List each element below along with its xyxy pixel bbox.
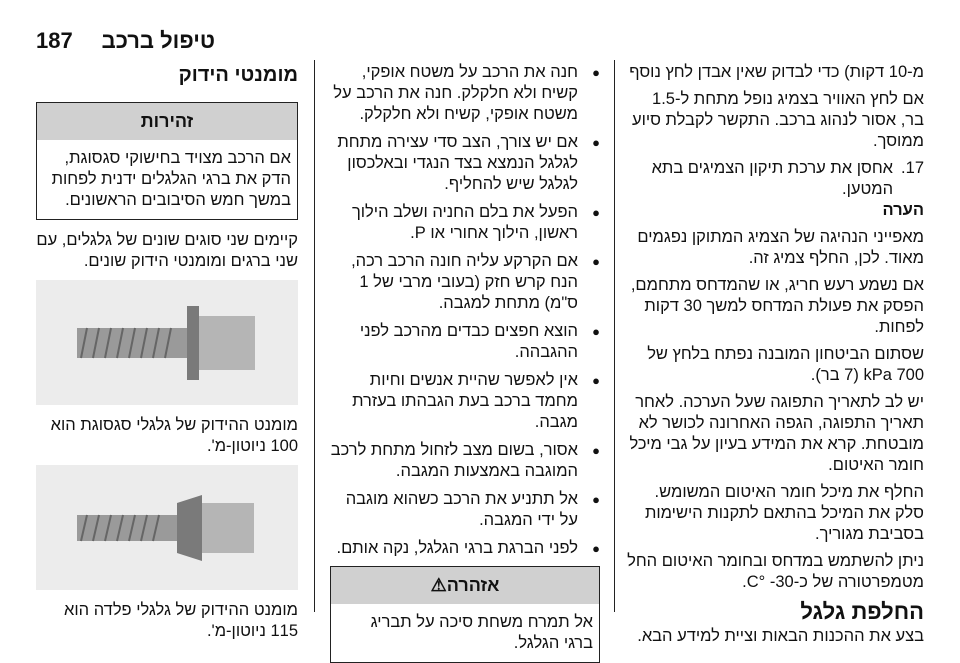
bolt-illustration-2 — [67, 483, 267, 573]
note-paragraph: שסתום הביטחון המובנה נפתח בלחץ של 700 kPa (7 בר). — [647, 345, 924, 384]
step-number: 17. — [901, 159, 924, 177]
alloy-torque-caption: מומנט ההידוק של גלגלי סגסוגת הוא 100 ניוטון-מ'. — [50, 416, 298, 455]
repair-kit-column — [626, 62, 924, 653]
note-heading: הערה — [882, 201, 924, 219]
caution-body: אם הרכב מצויד בחישוקי סגסוגת, הדק את ברגי הגלגלים ידנית לפחות במשך חמש הסיבובים הראשונים. — [51, 149, 291, 209]
running-title: טיפול ברכב — [101, 28, 215, 53]
column-divider-right — [614, 60, 615, 612]
note-paragraph: ניתן להשתמש במדחס ובחומר האיטום החל מטמפרטורה של כ-30- °C. — [627, 552, 924, 591]
list-item: ● אל תתניע את הרכב כשהוא מוגבה על ידי המגבה. — [330, 489, 600, 531]
preparation-list — [330, 62, 600, 559]
step-text: אחסן את ערכת תיקון הצמיגים בתא המטען. — [651, 159, 894, 198]
pressure-paragraph: אם לחץ האוויר בצמיג נופל מתחת ל-1.5 בר, אסור לנהוג ברכב. התקשר לקבלת סיוע ממוסך. — [631, 90, 924, 150]
list-item: ● אם הקרקע עליה חונה הרכב רכה, הנח קרש חזק (בעובי מרבי של 1 ס"מ) מתחת למגבה. — [330, 251, 600, 314]
page-header — [0, 0, 960, 60]
note-paragraph: יש לב לתאריך התפוגה שעל הערכה. לאחר תאריך התפוגה, הגפה האחרונה לכושר לא מובטחת. קרא את המידע בעיון על גבי מיכל חומר האיטום. — [629, 393, 924, 474]
warning-box — [330, 566, 600, 663]
list-item: ● לפני הברגת ברגי הגלגל, נקה אותם. — [330, 538, 600, 559]
page-number: 187 — [36, 28, 73, 53]
preparation-column — [330, 62, 600, 663]
list-item: ● אין לאפשר שהיית אנשים וחיות מחמד ברכב בעת הגבהתו בעזרת מגבה. — [330, 370, 600, 433]
step-17 — [626, 158, 924, 200]
torque-column — [36, 96, 298, 648]
list-item: ● אסור, בשום מצב לזחול מתחת לרכב המוגבה באמצעות המגבה. — [330, 440, 600, 482]
continued-paragraph: מ-10 דקות) כדי לבדוק שאין אבדן לחץ נוסף — [629, 63, 924, 81]
steel-wheel-bolt-image — [36, 465, 298, 590]
bolt-illustration-1 — [67, 298, 267, 388]
list-item: ● הפעל את בלם החניה ושלב הילוך ראשון, הילוך אחורי או P. — [330, 202, 600, 244]
note-paragraph: החלף את מיכל חומר האיטום המשומש. סלק את המיכל בהתאם לתקנות הישימות בסביבת מגוריך. — [644, 483, 924, 543]
note-paragraph: מאפייני הנהיגה של הצמיג המתוקן נפגמים מאוד. לכן, החלף צמיג זה. — [637, 228, 924, 267]
list-item: ● חנה את הרכב על משטח אופקי, קשיח ולא חלקלק. חנה את הרכב על משטח אופקי, קשיח ולא חלקלק. — [330, 62, 600, 125]
wheel-change-title: החלפת גלגל — [800, 599, 924, 624]
caution-box — [36, 102, 298, 220]
steel-torque-caption: מומנט ההידוק של גלגלי פלדה הוא 115 ניוטון-מ'. — [64, 601, 298, 640]
list-item: ● הוצא חפצים כבדים מהרכב לפני ההגבהה. — [330, 321, 600, 363]
warning-body: אל תמרח משחת סיכה על תבריג ברגי הגלגל. — [370, 613, 593, 652]
caution-heading: זהירות — [37, 103, 297, 140]
torque-intro: קיימים שני סוגים שונים של גלגלים, עם שני ברגים ומומנטי הידוק שונים. — [36, 231, 298, 270]
warning-heading: אזהרה⚠ — [331, 567, 599, 604]
alloy-wheel-bolt-image — [36, 280, 298, 405]
torque-section-title: מומנטי הידוק — [178, 64, 298, 86]
list-item: ● אם יש צורך, הצב סדי עצירה מתחת לגלגל הנמצא בצד הנגדי ובאלכסון לגלגל שיש להחליף. — [330, 132, 600, 195]
column-divider-left — [314, 60, 315, 612]
note-paragraph: אם נשמע רעש חריג, או שהמדחס מתחמם, הפסק את פעולת המדחס למשך 30 דקות לפחות. — [630, 276, 924, 336]
wheel-change-intro: בצע את ההכנות הבאות וציית למידע הבא. — [637, 627, 924, 645]
